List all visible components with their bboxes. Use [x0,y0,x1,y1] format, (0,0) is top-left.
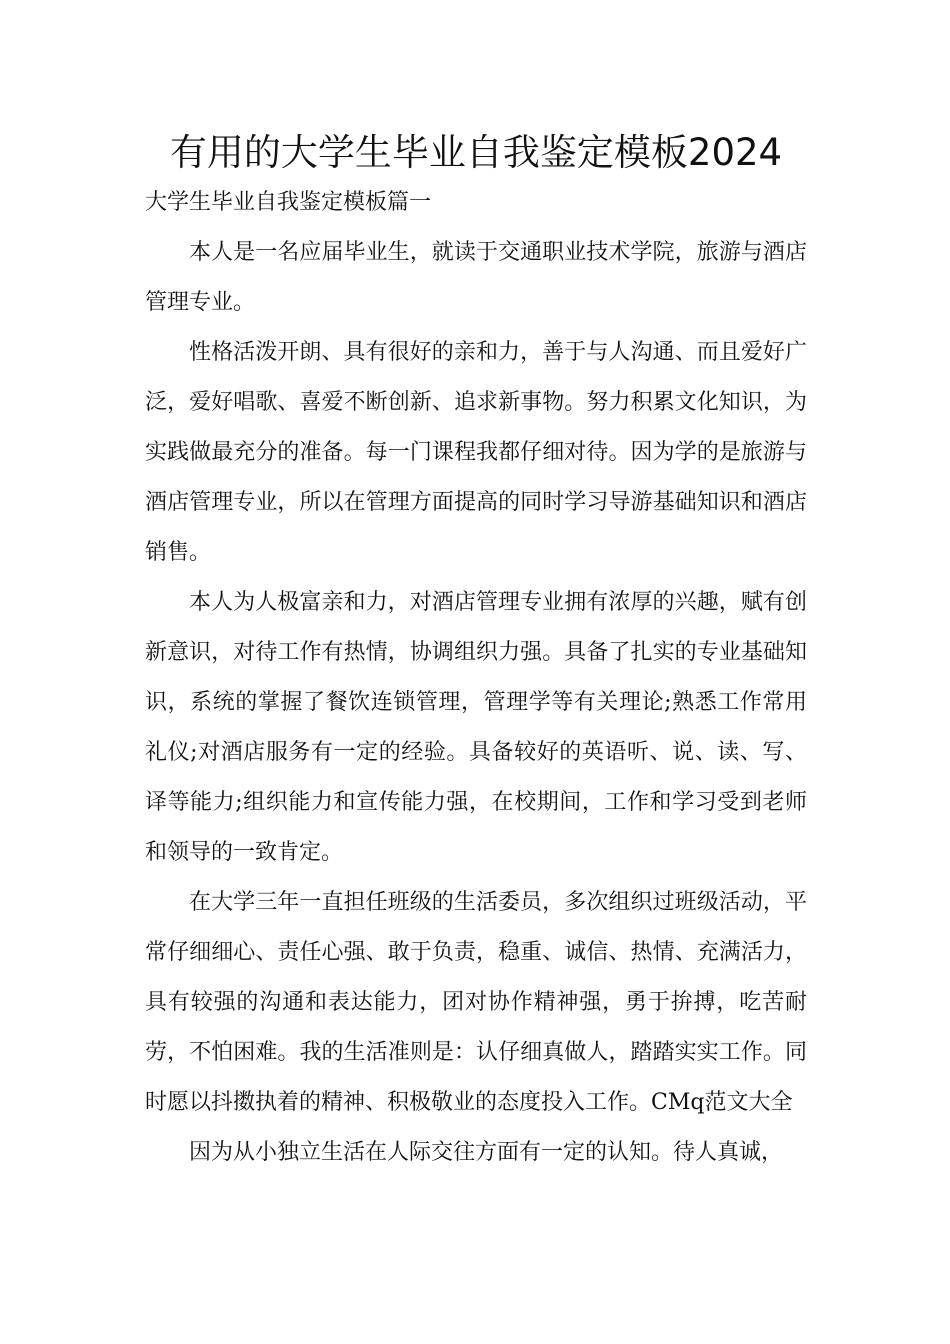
paragraph-skills: 本人为人极富亲和力，对酒店管理专业拥有浓厚的兴趣，赋有创新意识，对待工作有热情，协调组织力强。具备了扎实的专业基础知识，系统的掌握了餐饮连锁管理，管理学等有关理论;熟悉工作常用礼仪;对酒店服务有一定的经验。具备较好的英语听、说、读、写、译等能力;组织能力和宣传能力强，在校期间，工作和学习受到老师和领导的一致肯定。 [145,590,807,865]
paragraph-intro: 本人是一名应届毕业生，就读于交通职业技术学院，旅游与酒店管理专业。 [145,240,807,315]
paragraph-interpersonal: 因为从小独立生活在人际交往方面有一定的认知。待人真诚， [189,1140,784,1165]
paragraph-personality: 性格活泼开朗、具有很好的亲和力，善于与人沟通、而且爱好广泛，爱好唱歌、喜爱不断创新、追求新事物。努力积累文化知识，为实践做最充分的准备。每一门课程我都仔细对待。因为学的是旅游与酒店管理专业，所以在管理方面提高的同时学习导游基础知识和酒店销售。 [145,340,807,565]
document-title: 有用的大学生毕业自我鉴定模板2024 [169,131,783,174]
paragraph-class-duties: 在大学三年一直担任班级的生活委员，多次组织过班级活动，平常仔细细心、责任心强、敢于负责，稳重、诚信、热情、充满活力，具有较强的沟通和表达能力，团对协作精神强，勇于拚搏，吃苦耐劳，不怕困难。我的生活准则是：认仔细真做人，踏踏实实工作。同时愿以抖擞执着的精神、积极敬业的态度投入工作。CMq范文大全 [145,890,807,1115]
document-body [145,128,807,1178]
section-heading: 大学生毕业自我鉴定模板篇一 [145,190,432,215]
